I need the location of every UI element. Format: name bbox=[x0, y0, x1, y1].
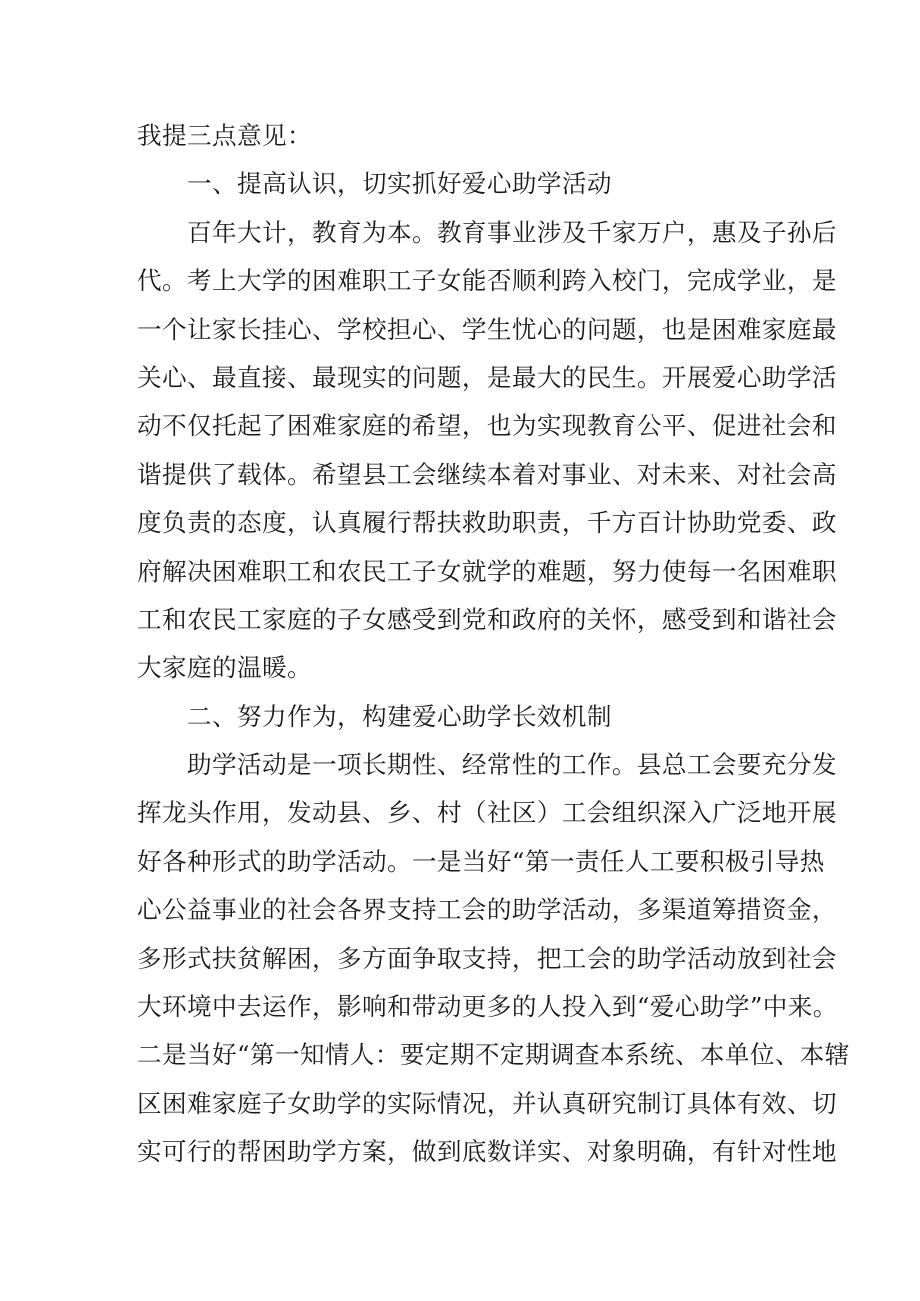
paragraph-line: 工和农民工家庭的子女感受到党和政府的关怀，感受到和谐社会 bbox=[137, 604, 837, 634]
paragraph-line: 好各种形式的助学活动。一是当好“第一责任人工要积极引导热 bbox=[137, 846, 825, 876]
paragraph-line: 二是当好“第一知情人：要定期不定期调查本系统、本单位、本辖 bbox=[137, 1040, 850, 1070]
section-heading-1: 一、提高认识，切实抓好爱心助学活动 bbox=[187, 169, 612, 199]
section-heading-2: 二、努力作为，构建爱心助学长效机制 bbox=[187, 701, 612, 731]
paragraph-line: 府解决困难职工和农民工子女就学的难题，努力使每一名困难职 bbox=[137, 556, 837, 586]
paragraph-line: 动不仅托起了困难家庭的希望，也为实现教育公平、促进社会和 bbox=[137, 411, 837, 441]
paragraph-line: 助学活动是一项长期性、经常性的工作。县总工会要充分发 bbox=[187, 750, 837, 780]
opening-line: 我提三点意见： bbox=[137, 121, 312, 150]
paragraph-line: 挥龙头作用，发动县、乡、村（社区）工会组织深入广泛地开展 bbox=[137, 798, 837, 828]
paragraph-line: 百年大计，教育为本。教育事业涉及千家万户，惠及子孙后 bbox=[187, 217, 837, 247]
paragraph-line: 度负责的态度，认真履行帮扶救助职责，千方百计协助党委、政 bbox=[137, 508, 837, 538]
paragraph-line: 代。考上大学的困难职工子女能否顺利跨入校门，完成学业，是 bbox=[137, 266, 837, 296]
paragraph-line: 一个让家长挂心、学校担心、学生忧心的问题，也是困难家庭最 bbox=[137, 314, 837, 344]
paragraph-line: 心公益事业的社会各界支持工会的助学活动，多渠道筹措资金， bbox=[137, 895, 837, 925]
document-body bbox=[137, 112, 850, 1177]
paragraph-line: 谐提供了载体。希望县工会继续本着对事业、对未来、对社会高 bbox=[137, 459, 837, 489]
paragraph-line: 多形式扶贫解困，多方面争取支持，把工会的助学活动放到社会 bbox=[137, 943, 837, 973]
paragraph-line: 区困难家庭子女助学的实际情况，并认真研究制订具体有效、切 bbox=[137, 1088, 837, 1118]
paragraph-line: 关心、最直接、最现实的问题，是最大的民生。开展爱心助学活 bbox=[137, 362, 837, 392]
paragraph-line: 大环境中去运作，影响和带动更多的人投入到“爱心助学”中来。 bbox=[137, 992, 838, 1022]
paragraph-line: 实可行的帮困助学方案，做到底数详实、对象明确，有针对性地 bbox=[137, 1137, 837, 1167]
paragraph-line: 大家庭的温暖。 bbox=[137, 653, 312, 683]
